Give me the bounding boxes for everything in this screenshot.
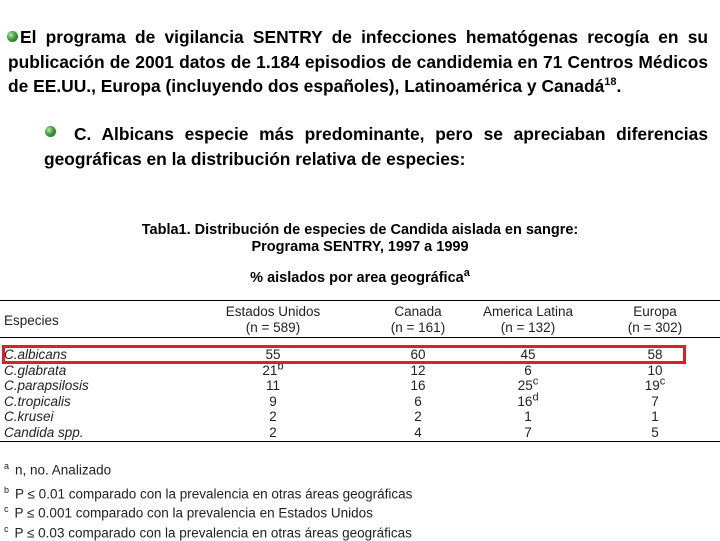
table-cell: 5: [651, 424, 659, 440]
table-cell: 10: [647, 362, 663, 378]
table-cell: 7: [651, 393, 659, 409]
table-title-line2: Programa SENTRY, 1997 a 1999: [251, 239, 469, 255]
table-cell: 45: [520, 347, 536, 362]
significance-mark: b: [277, 360, 284, 372]
paragraph-albicans: C. Albicans especie más predominante, pero se apreciaban diferencias geográficas en la distribución relativa de especies:: [44, 124, 708, 169]
table-cell: 7: [524, 424, 532, 440]
footnote-mark: c: [4, 504, 9, 514]
table-cell: 6: [524, 362, 532, 378]
species-name: C.tropicalis: [4, 393, 71, 409]
species-name: C.glabrata: [4, 362, 67, 378]
table-cell: 2: [269, 424, 277, 440]
table-cell: 11: [265, 378, 280, 393]
column-header-usa: Estados Unidos (n = 589): [225, 304, 321, 335]
table-bottom-rule: [0, 441, 720, 442]
species-name: Candida spp.: [4, 424, 84, 440]
table-cell: 16: [410, 378, 426, 393]
table-subtitle: % aislados por area geográfica$^a$: [250, 267, 470, 286]
species-name: C.krusei: [4, 409, 54, 424]
table-cell: 60: [410, 347, 426, 362]
table-cell: 21$^b$: [262, 360, 284, 378]
reference-superscript: 18: [604, 76, 617, 89]
table-cell: 2: [269, 409, 277, 424]
table-cell: 4: [414, 424, 422, 440]
paragraph-sentry: El programa de vigilancia SENTRY de infecciones hematógenas recogía en su publicación de 2001 datos de 1.184 episodios de candidemia en 71 Centros Médicos de EE.UU., Europa (incluyendo dos españoles), Latinoamérica y Canadá$^{18}$.: [8, 27, 708, 96]
footnote-mark: b: [4, 485, 10, 495]
column-header-latin-america: America Latina (n = 132): [482, 304, 574, 335]
footnote: $^c$ P ≤ 0.001 comparado con la prevalencia en Estados Unidos: [4, 504, 373, 521]
significance-mark: c: [659, 375, 666, 388]
table-cell: 55: [265, 347, 281, 362]
significance-mark: d: [532, 391, 539, 403]
table-cell: 25$^c$: [517, 375, 539, 393]
footnote-mark: a: [4, 461, 10, 471]
table-cell: 19$^c$: [644, 375, 666, 393]
table-cell: 1: [524, 409, 532, 424]
footnote: $^b$ P ≤ 0.01 comparado con la prevalencia en otras áreas geográficas: [4, 485, 413, 502]
highlight-box: [2, 345, 686, 364]
table-cell: 6: [414, 393, 422, 409]
column-header-europe: Europa (n = 302): [627, 304, 683, 335]
footnote: $^c$ P ≤ 0.03 comparado con la prevalencia en otras áreas geográficas: [4, 524, 412, 541]
species-header: Especies: [4, 313, 59, 328]
table-cell: 1: [651, 409, 659, 424]
table-cell: 2: [414, 409, 422, 424]
table-title: Tabla1. Distribución de especies de Candida aislada en sangre:: [141, 222, 579, 238]
table-header-rule: [0, 337, 720, 338]
subtitle-mark: a: [463, 267, 470, 280]
species-name: C.albicans: [4, 347, 68, 362]
table-cell: 12: [410, 362, 426, 378]
table-cell: 9: [269, 393, 277, 409]
footnote-mark: c: [4, 524, 9, 534]
table-cell: 58: [647, 347, 663, 362]
table-top-rule: [0, 300, 720, 301]
column-header-canada: Canada (n = 161): [390, 304, 446, 335]
significance-mark: c: [532, 375, 539, 388]
footnote: $^a$ n, no. Analizado: [4, 461, 112, 478]
table-cell: 16$^d$: [517, 391, 539, 409]
species-name: C.parapsilosis: [4, 378, 89, 393]
